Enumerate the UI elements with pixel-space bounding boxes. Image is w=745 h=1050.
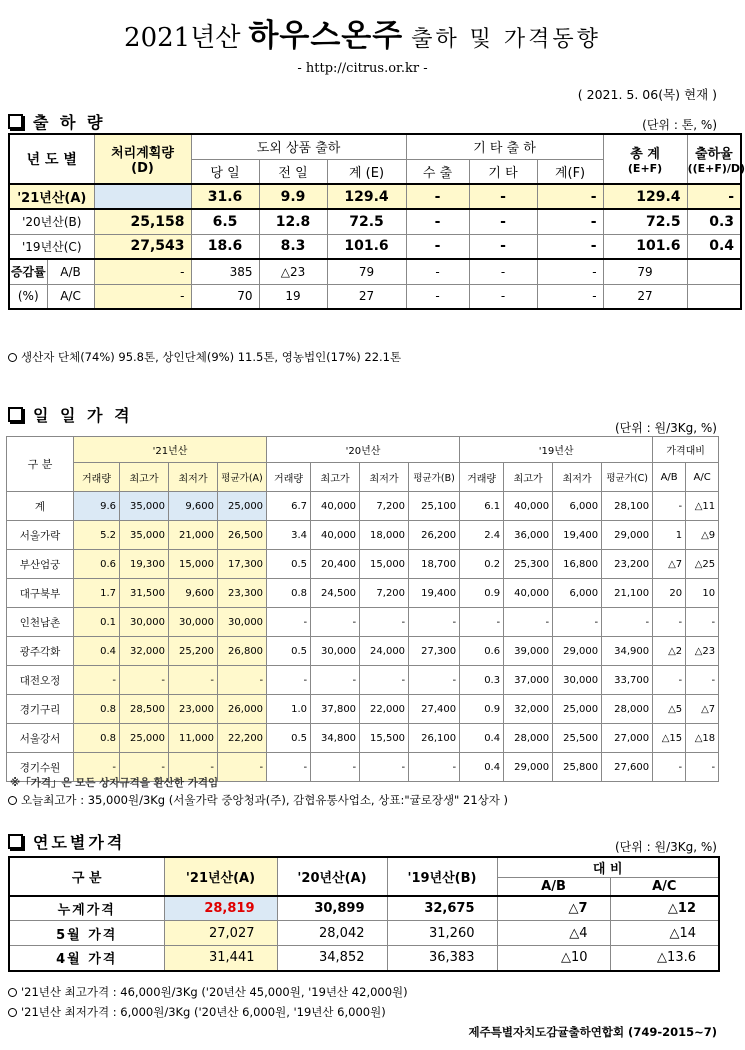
shipment-table xyxy=(8,133,745,310)
shipment-unit: (단위 : 톤, %) xyxy=(642,118,717,132)
header-sum-f: 계(F) xyxy=(537,159,603,184)
daily-price-rows xyxy=(7,492,719,782)
header-y19: '19년산(B) xyxy=(387,857,497,896)
yearly-price-table xyxy=(8,856,720,972)
yearly-section-title: 연도별가격 xyxy=(8,830,125,853)
header-y20: '20년산 xyxy=(267,437,460,463)
header-year: 년 도 별 xyxy=(9,134,94,184)
table-row: '21년산(A) 31.6 9.9 129.4 - - - 129.4 - xyxy=(9,184,741,209)
header-sum-e: 계 (E) xyxy=(327,159,406,184)
header-rate: 출하율 ((E+F)/D) xyxy=(687,134,741,184)
table-row: 서울강서 0.8 25,000 11,000 22,200 0.5 34,800 15,500 26,100 0.4 28,000 25,500 27,000 △15 △18 xyxy=(7,724,719,753)
table-row: '20년산(B) 25,158 6.5 12.8 72.5 - - - 72.5 0.3 xyxy=(9,209,741,234)
circle-bullet-icon xyxy=(8,988,17,997)
daily-note-top-price: 오늘최고가 : 35,000원/3Kg (서울가락 중앙청과(주), 감협유통사업소, 상표:"귤로장생" 21상자 ) xyxy=(8,792,508,808)
circle-bullet-icon xyxy=(8,796,17,805)
header-total: 총 계 (E+F) xyxy=(603,134,687,184)
shipment-header-row-1 xyxy=(9,134,741,159)
header-prev: 전 일 xyxy=(259,159,327,184)
title-year: 2021년산 xyxy=(124,23,241,53)
circle-bullet-icon xyxy=(8,1008,17,1017)
table-row: 인천남촌 0.1 30,000 30,000 30,000 - - - - - - - - - - xyxy=(7,608,719,637)
checkbox-square-icon xyxy=(8,114,23,129)
table-row: (%) A/C - 70 19 27 - - - 27 xyxy=(9,284,741,309)
table-row: 계 9.6 35,000 9,600 25,000 6.7 40,000 7,200 25,100 6.1 40,000 6,000 28,100 - △11 xyxy=(7,492,719,521)
header-category: 구 분 xyxy=(9,857,164,896)
checkbox-square-icon xyxy=(8,834,23,849)
daily-section-title: 일 일 가 격 xyxy=(8,403,133,426)
header-domestic: 도외 상품 출하 xyxy=(191,134,406,159)
table-row: 서울가락 5.2 35,000 21,000 26,500 3.4 40,000 18,000 26,200 2.4 36,000 19,400 29,000 1 △9 xyxy=(7,521,719,550)
daily-price-table xyxy=(6,436,719,782)
header-y19: '19년산 xyxy=(460,437,653,463)
title-subtitle: 출하 및 가격동향 xyxy=(411,27,601,52)
header-compare: 가격대비 xyxy=(653,437,719,463)
as-of-date: ( 2021. 5. 06(목) 현재 ) xyxy=(577,87,717,102)
daily-header-row-1 xyxy=(7,437,719,463)
daily-note-price: ※「가격」은 모든 상자규격을 환산한 가격임 xyxy=(10,777,219,789)
header-etc: 기 타 xyxy=(469,159,537,184)
checkbox-square-icon xyxy=(8,407,23,422)
header-y20: '20년산(A) xyxy=(277,857,387,896)
title-main: 하우스온주 xyxy=(248,18,404,54)
table-row: 경기구리 0.8 28,500 23,000 26,000 1.0 37,800 22,000 27,400 0.9 32,000 25,000 28,000 △5 △7 xyxy=(7,695,719,724)
table-row: 5월 가격 27,027 28,042 31,260 △4 △14 xyxy=(9,921,719,946)
yearly-note-min: '21년산 최저가격 : 6,000원/3Kg ('20년산 6,000원, '19년산 6,000원) xyxy=(8,1004,386,1020)
shipment-section-title: 출 하 량 xyxy=(8,110,106,133)
daily-header-row-2: 거래량 최고가 최저가 평균가(A) 거래량 최고가 최저가 평균가(B) 거래량 최고가 최저가 평균가(C) A/B A/C xyxy=(7,463,719,492)
table-row: 대구북부 1.7 31,500 9,600 23,300 0.8 24,500 7,200 19,400 0.9 40,000 6,000 21,100 20 10 xyxy=(7,579,719,608)
yearly-header-row-2: A/B A/C xyxy=(9,878,719,896)
table-row: 4월 가격 31,441 34,852 36,383 △10 △13.6 xyxy=(9,946,719,971)
header-y21: '21년산 xyxy=(74,437,267,463)
yearly-note-max: '21년산 최고가격 : 46,000원/3Kg ('20년산 45,000원, '19년산 42,000원) xyxy=(8,984,408,1000)
footer-org: 제주특별자치도감귤출하연합회 (749-2015~7) xyxy=(468,1025,717,1039)
header-other: 기 타 출 하 xyxy=(406,134,603,159)
header-today: 당 일 xyxy=(191,159,259,184)
table-row: '19년산(C) 27,543 18.6 8.3 101.6 - - - 101.6 0.4 xyxy=(9,234,741,259)
table-row: 대전오정 - - - - - - - - 0.3 37,000 30,000 33,700 - - xyxy=(7,666,719,695)
yearly-unit: (단위 : 원/3Kg, %) xyxy=(614,840,717,854)
yearly-header-row-1 xyxy=(9,857,719,878)
table-row: 증감률 A/B - 385 △23 79 - - - 79 xyxy=(9,259,741,284)
header-y21: '21년산(A) xyxy=(164,857,277,896)
table-row: 부산엄궁 0.6 19,300 15,000 17,300 0.5 20,400 15,000 18,700 0.2 25,300 16,800 23,200 △7 △25 xyxy=(7,550,719,579)
header-category: 구 분 xyxy=(7,437,74,492)
table-row: 누계가격 28,819 30,899 32,675 △7 △12 xyxy=(9,896,719,921)
circle-bullet-icon xyxy=(8,353,17,362)
header-compare: 대 비 xyxy=(497,857,719,878)
document-title xyxy=(0,10,725,55)
daily-unit: (단위 : 원/3Kg, %) xyxy=(614,421,717,435)
table-row: 경기수원 - - - - - - - - 0.4 29,000 25,800 27,600 - - xyxy=(7,753,719,782)
table-row: 광주각화 0.4 32,000 25,200 26,800 0.5 30,000 24,000 27,300 0.6 39,000 29,000 34,900 △2 △23 xyxy=(7,637,719,666)
header-plan: 처리계획량 (D) xyxy=(94,134,191,184)
shipment-note: 생산자 단체(74%) 95.8톤, 상인단체(9%) 11.5톤, 영농법인(17%) 22.1톤 xyxy=(8,349,401,365)
header-export: 수 출 xyxy=(406,159,469,184)
source-url[interactable]: - http://citrus.or.kr - xyxy=(297,61,428,76)
